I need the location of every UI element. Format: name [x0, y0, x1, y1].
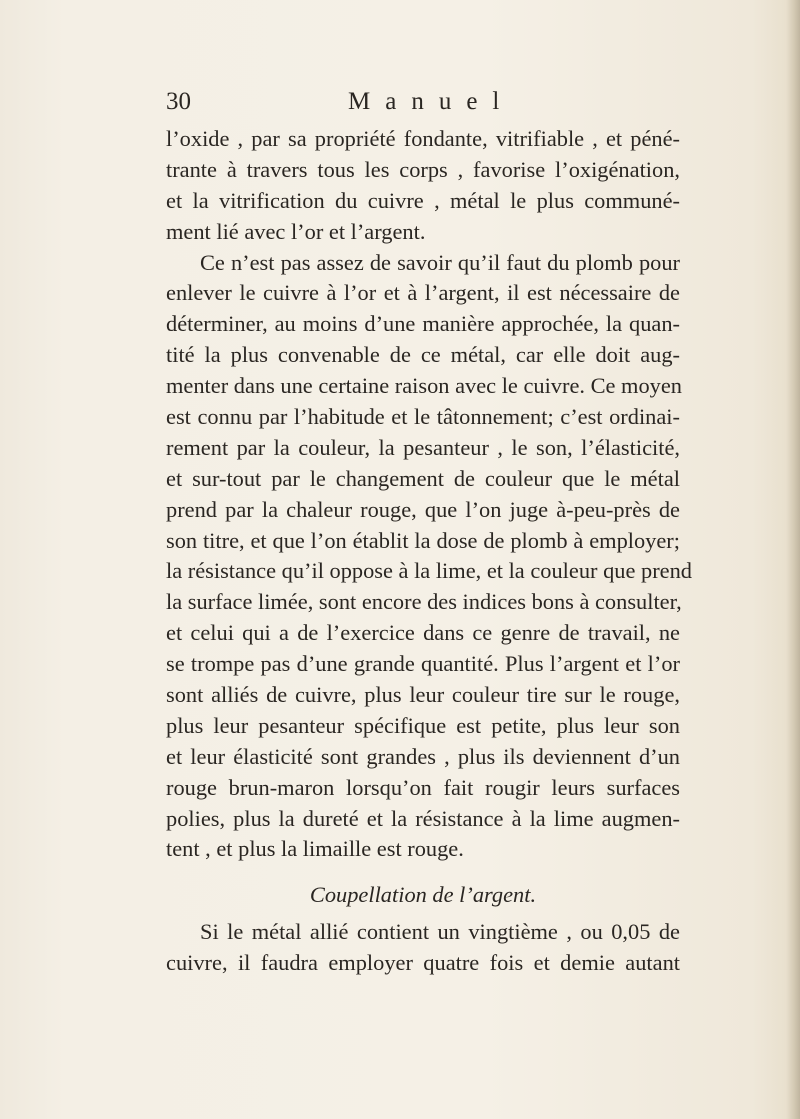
page-header — [166, 88, 686, 122]
text-line: et leur élasticité sont grandes , plus ils deviennent d’un — [166, 743, 680, 769]
text-line: rouge brun-maron lorsqu’on fait rougir leurs surfaces — [166, 774, 680, 800]
text-line: trante à travers tous les corps , favorise l’oxigénation, — [166, 156, 680, 182]
text-line: ment lié avec l’or et l’argent. — [166, 218, 426, 244]
text-line: la résistance qu’il oppose à la lime, et la couleur que prend — [166, 558, 692, 584]
page-number: 30 — [166, 88, 191, 115]
paragraph-start-line: Si le métal allié contient un vingtième , ou 0,05 de — [200, 919, 680, 945]
text-line: rement par la couleur, la pesanteur , le son, l’élasticité, — [166, 434, 680, 460]
text-line: prend par la chaleur rouge, que l’on juge à-peu-près de — [166, 496, 680, 522]
page-edge-shadow — [786, 0, 800, 1119]
text-line: et sur-tout par le changement de couleur que le métal — [166, 465, 680, 491]
running-title: Manuel — [348, 88, 515, 115]
text-line: se trompe pas d’une grande quantité. Plus l’argent et l’or — [166, 651, 680, 677]
text-line: l’oxide , par sa propriété fondante, vitrifiable , et péné- — [166, 126, 680, 151]
text-line: sont alliés de cuivre, plus leur couleur tire sur le rouge, — [166, 682, 680, 708]
text-line: et la vitrification du cuivre , métal le plus communé- — [166, 187, 680, 213]
text-line: cuivre, il faudra employer quatre fois et demie autant — [166, 950, 680, 976]
body-text — [166, 124, 692, 979]
section-heading: Coupellation de l’argent. — [309, 882, 537, 908]
text-line: et celui qui a de l’exercice dans ce genre de travail, ne — [166, 620, 680, 646]
text-line: plus leur pesanteur spécifique est petite, plus leur son — [166, 712, 680, 738]
text-line: tité la plus convenable de ce métal, car elle doit aug- — [166, 342, 680, 368]
paragraph-start-line: Ce n’est pas assez de savoir qu’il faut du plomb pour — [200, 249, 680, 275]
text-line: tent , et plus la limaille est rouge. — [166, 836, 464, 862]
text-line: polies, plus la dureté et la résistance à la lime augmen- — [166, 805, 680, 831]
text-line: enlever le cuivre à l’or et à l’argent, il est nécessaire de — [166, 280, 680, 306]
text-line: déterminer, au moins d’une manière approchée, la quan- — [166, 311, 680, 337]
text-line: la surface limée, sont encore des indices bons à consulter, — [166, 589, 682, 615]
text-line: son titre, et que l’on établit la dose de plomb à employer; — [166, 527, 680, 553]
text-line: menter dans une certaine raison avec le cuivre. Ce moyen — [166, 373, 683, 399]
text-line: est connu par l’habitude et le tâtonnement; c’est ordinai- — [166, 404, 680, 430]
